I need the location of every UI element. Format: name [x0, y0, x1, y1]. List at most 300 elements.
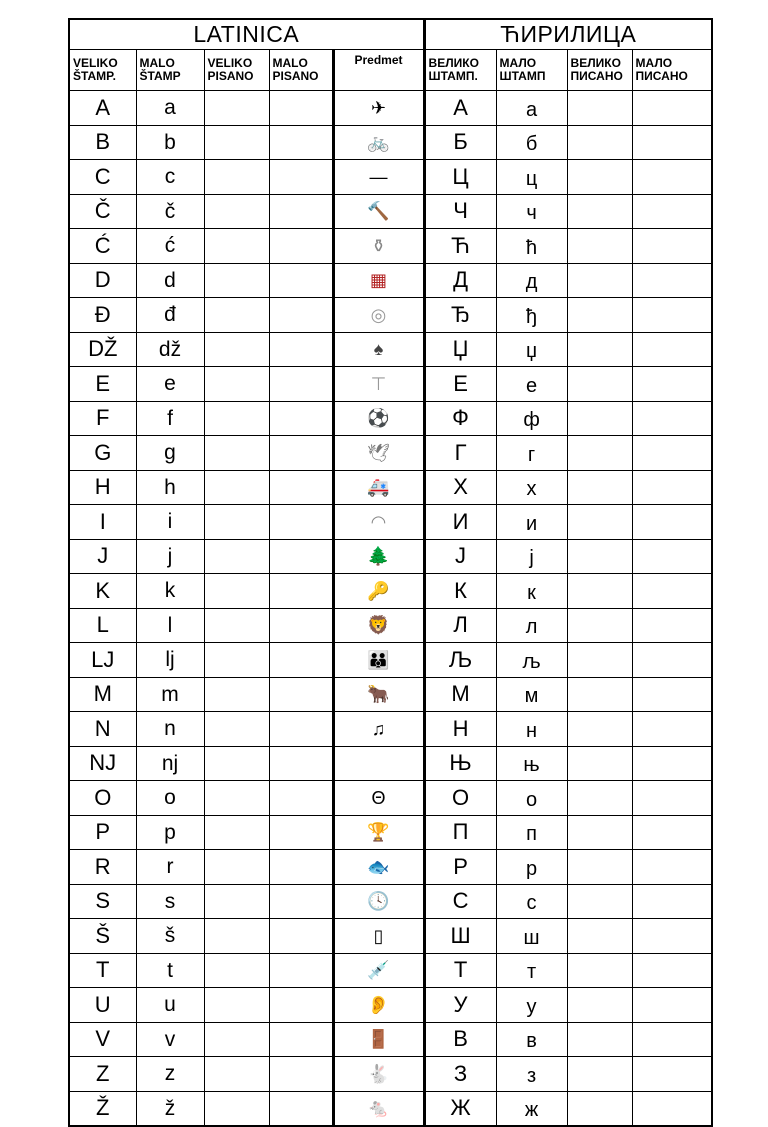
alphabet-row [69, 125, 712, 160]
latin-upper-script-blank [204, 505, 269, 540]
latin-upper-print: F [69, 401, 136, 436]
object-picture [333, 91, 424, 126]
latin-upper-print: Ć [69, 229, 136, 264]
latin-lower-print: k [136, 574, 204, 609]
alphabet-row [69, 194, 712, 229]
latin-upper-script-blank [204, 401, 269, 436]
cyr-upper-print: К [424, 574, 496, 609]
cyr-lower-script-blank [632, 1091, 712, 1126]
alphabet-row [69, 1091, 712, 1126]
cyr-upper-script-blank [567, 194, 632, 229]
latin-lower-print: o [136, 781, 204, 816]
cyr-upper-script-blank [567, 781, 632, 816]
cyr-lower-script-blank [632, 1057, 712, 1092]
latin-lower-script-blank [269, 194, 333, 229]
latin-upper-print: N [69, 712, 136, 747]
latin-upper-print: Z [69, 1057, 136, 1092]
latin-upper-script-blank [204, 160, 269, 195]
cyr-lower-script-blank [632, 850, 712, 885]
latin-lower-print: z [136, 1057, 204, 1092]
igloo-icon: ◠ [370, 511, 387, 532]
object-picture [333, 850, 424, 885]
latin-upper-print: S [69, 884, 136, 919]
latin-lower-print: ž [136, 1091, 204, 1126]
latin-upper-print: L [69, 608, 136, 643]
cyr-upper-print: О [424, 781, 496, 816]
alphabet-row [69, 712, 712, 747]
cyr-upper-print: Ф [424, 401, 496, 436]
cyr-lower-script-blank [632, 677, 712, 712]
cyr-upper-script-blank [567, 815, 632, 850]
latin-upper-script-blank [204, 539, 269, 574]
cyr-upper-script-blank [567, 850, 632, 885]
cyr-lower-script-blank [632, 401, 712, 436]
latin-upper-print: LJ [69, 643, 136, 678]
latin-lower-script-blank [269, 505, 333, 540]
vase-icon: ⚱ [370, 235, 387, 256]
cyr-lower-print: к [496, 574, 567, 609]
cyr-lower-script-blank [632, 229, 712, 264]
latin-upper-print: T [69, 953, 136, 988]
cyr-upper-print: Ђ [424, 298, 496, 333]
cyr-upper-script-blank [567, 919, 632, 954]
object-picture [333, 470, 424, 505]
latin-lower-print: đ [136, 298, 204, 333]
cyr-lower-script-blank [632, 608, 712, 643]
header-object: Predmet [333, 50, 424, 91]
cyr-lower-print: љ [496, 643, 567, 678]
latin-upper-script-blank [204, 574, 269, 609]
alphabet-row [69, 781, 712, 816]
cyr-upper-script-blank [567, 436, 632, 471]
clock-icon: 🕓 [367, 891, 390, 912]
object-picture [333, 298, 424, 333]
cyr-lower-script-blank [632, 470, 712, 505]
bicycle-icon: 🚲 [367, 132, 390, 153]
cyr-lower-print: т [496, 953, 567, 988]
latin-lower-print: l [136, 608, 204, 643]
bull-icon: 🐂 [367, 684, 390, 705]
cyr-upper-script-blank [567, 470, 632, 505]
header-latin-lower-print: MALO ŠTAMP [136, 50, 204, 91]
latin-lower-script-blank [269, 91, 333, 126]
latin-upper-print: I [69, 505, 136, 540]
cyr-upper-print: В [424, 1022, 496, 1057]
object-picture [333, 539, 424, 574]
cyr-lower-print: а [496, 91, 567, 126]
object-picture [333, 1057, 424, 1092]
latin-lower-script-blank [269, 332, 333, 367]
header-latin-upper-script: VELIKO PISANO [204, 50, 269, 91]
cyr-upper-script-blank [567, 367, 632, 402]
latin-upper-script-blank [204, 194, 269, 229]
cyr-upper-script-blank [567, 539, 632, 574]
latin-lower-print: b [136, 125, 204, 160]
latin-lower-script-blank [269, 815, 333, 850]
latin-lower-print: j [136, 539, 204, 574]
latin-lower-script-blank [269, 401, 333, 436]
cyr-lower-print: г [496, 436, 567, 471]
cyr-upper-script-blank [567, 263, 632, 298]
cyr-upper-print: Е [424, 367, 496, 402]
latin-upper-print: G [69, 436, 136, 471]
cyr-upper-print: Т [424, 953, 496, 988]
cyr-lower-script-blank [632, 332, 712, 367]
cyr-upper-print: У [424, 988, 496, 1023]
object-picture [333, 988, 424, 1023]
alphabet-row [69, 746, 712, 781]
latin-upper-print: Š [69, 919, 136, 954]
header-cyr-upper-print: ВЕЛИКО ШТАМП. [424, 50, 496, 91]
cyr-lower-script-blank [632, 298, 712, 333]
latin-lower-script-blank [269, 298, 333, 333]
latin-upper-script-blank [204, 1091, 269, 1126]
cyr-upper-print: Џ [424, 332, 496, 367]
cyr-upper-print: Н [424, 712, 496, 747]
latin-lower-script-blank [269, 677, 333, 712]
cyr-upper-script-blank [567, 1091, 632, 1126]
missing-glyph-icon: ▯ [373, 925, 384, 946]
cyr-upper-print: Ј [424, 539, 496, 574]
cyr-upper-script-blank [567, 643, 632, 678]
people-icon: 👪 [367, 649, 390, 670]
cyr-lower-script-blank [632, 1022, 712, 1057]
mouse-icon: 🐁 [367, 1098, 390, 1119]
latin-upper-script-blank [204, 815, 269, 850]
alphabet-row [69, 919, 712, 954]
latin-upper-script-blank [204, 884, 269, 919]
object-picture [333, 401, 424, 436]
latin-upper-print: DŽ [69, 332, 136, 367]
cyr-lower-script-blank [632, 919, 712, 954]
header-cyr-lower-print: МАЛО ШТАМП [496, 50, 567, 91]
cyr-upper-script-blank [567, 229, 632, 264]
latin-lower-script-blank [269, 919, 333, 954]
cyr-upper-print: П [424, 815, 496, 850]
alphabet-row [69, 574, 712, 609]
ear-icon: 👂 [367, 994, 390, 1015]
alphabet-row [69, 643, 712, 678]
alphabet-row [69, 229, 712, 264]
cyr-upper-print: Д [424, 263, 496, 298]
cyr-upper-print: И [424, 505, 496, 540]
latin-lower-print: r [136, 850, 204, 885]
latin-upper-print: M [69, 677, 136, 712]
object-picture [333, 919, 424, 954]
latin-lower-script-blank [269, 470, 333, 505]
latin-lower-print: m [136, 677, 204, 712]
door-icon: 🚪 [367, 1029, 390, 1050]
latin-upper-print: NJ [69, 746, 136, 781]
alphabet-row [69, 539, 712, 574]
cyr-lower-script-blank [632, 643, 712, 678]
cyr-lower-print: ч [496, 194, 567, 229]
latin-lower-script-blank [269, 229, 333, 264]
object-picture [333, 643, 424, 678]
latin-lower-print: s [136, 884, 204, 919]
latin-upper-print: A [69, 91, 136, 126]
latin-lower-script-blank [269, 263, 333, 298]
cyr-lower-script-blank [632, 781, 712, 816]
cyr-upper-print: Љ [424, 643, 496, 678]
cyr-lower-script-blank [632, 953, 712, 988]
latin-lower-script-blank [269, 1091, 333, 1126]
latin-lower-script-blank [269, 539, 333, 574]
latin-lower-print: u [136, 988, 204, 1023]
cyr-upper-print: Ж [424, 1091, 496, 1126]
cyr-lower-print: в [496, 1022, 567, 1057]
alphabet-row [69, 367, 712, 402]
latin-upper-print: Č [69, 194, 136, 229]
cyr-lower-script-blank [632, 574, 712, 609]
cyr-lower-print: н [496, 712, 567, 747]
latin-upper-script-blank [204, 229, 269, 264]
cyr-upper-script-blank [567, 884, 632, 919]
latin-upper-print: J [69, 539, 136, 574]
cyr-upper-print: Њ [424, 746, 496, 781]
cyr-upper-script-blank [567, 505, 632, 540]
latin-lower-print: d [136, 263, 204, 298]
latin-lower-script-blank [269, 436, 333, 471]
latin-lower-print: f [136, 401, 204, 436]
cyr-lower-print: с [496, 884, 567, 919]
fish-icon: 🐟 [367, 856, 390, 877]
cyr-upper-print: А [424, 91, 496, 126]
object-picture [333, 367, 424, 402]
cyr-lower-print: х [496, 470, 567, 505]
latin-upper-print: H [69, 470, 136, 505]
cyr-upper-script-blank [567, 1022, 632, 1057]
alphabet-row [69, 505, 712, 540]
alphabet-row [69, 677, 712, 712]
ambulance-icon: 🚑 [367, 477, 390, 498]
cyr-lower-script-blank [632, 160, 712, 195]
dash-icon: — [369, 166, 388, 187]
latin-lower-print: dž [136, 332, 204, 367]
object-picture [333, 332, 424, 367]
cyr-lower-script-blank [632, 91, 712, 126]
cyr-lower-script-blank [632, 539, 712, 574]
cyr-upper-print: Р [424, 850, 496, 885]
cyr-lower-print: џ [496, 332, 567, 367]
latin-upper-print: C [69, 160, 136, 195]
header-latin-lower-script: MALO PISANO [269, 50, 333, 91]
sack-icon: ♠ [373, 339, 384, 360]
alphabet-row [69, 1022, 712, 1057]
object-picture [333, 160, 424, 195]
object-picture [333, 953, 424, 988]
alphabet-row [69, 884, 712, 919]
alphabet-table [68, 18, 713, 1127]
funnel-icon: ⊤ [370, 373, 387, 394]
object-picture [333, 436, 424, 471]
alphabet-row [69, 401, 712, 436]
latin-upper-print: U [69, 988, 136, 1023]
cyr-lower-print: ћ [496, 229, 567, 264]
latin-lower-script-blank [269, 781, 333, 816]
cyr-lower-print: д [496, 263, 567, 298]
object-picture [333, 1091, 424, 1126]
cyr-lower-print: з [496, 1057, 567, 1092]
cyr-upper-script-blank [567, 125, 632, 160]
cyr-lower-print: њ [496, 746, 567, 781]
dove-icon: 🕊 [367, 442, 390, 463]
latin-upper-script-blank [204, 125, 269, 160]
cyr-lower-print: ф [496, 401, 567, 436]
latin-upper-script-blank [204, 643, 269, 678]
cyr-upper-script-blank [567, 953, 632, 988]
object-picture [333, 125, 424, 160]
brick-wall-icon: ▦ [370, 270, 388, 291]
airplane-icon: ✈ [370, 97, 387, 118]
cyr-lower-print: ј [496, 539, 567, 574]
latin-upper-script-blank [204, 367, 269, 402]
header-cyr-lower-script: МАЛО ПИСАНО [632, 50, 712, 91]
latin-upper-print: Ž [69, 1091, 136, 1126]
latin-upper-script-blank [204, 850, 269, 885]
latin-lower-script-blank [269, 988, 333, 1023]
cyr-lower-script-blank [632, 505, 712, 540]
latin-lower-print: č [136, 194, 204, 229]
cyr-lower-print: и [496, 505, 567, 540]
cyr-lower-script-blank [632, 746, 712, 781]
header-latin-upper-print: VELIKO ŠTAMP. [69, 50, 136, 91]
cyr-upper-print: З [424, 1057, 496, 1092]
cyr-upper-script-blank [567, 746, 632, 781]
latin-upper-script-blank [204, 608, 269, 643]
alphabet-row [69, 815, 712, 850]
latin-upper-script-blank [204, 1057, 269, 1092]
latin-upper-script-blank [204, 1022, 269, 1057]
latin-lower-script-blank [269, 608, 333, 643]
cyr-upper-script-blank [567, 160, 632, 195]
cyr-upper-script-blank [567, 988, 632, 1023]
alphabet-row [69, 160, 712, 195]
latin-lower-script-blank [269, 160, 333, 195]
object-picture [333, 677, 424, 712]
latin-lower-print: g [136, 436, 204, 471]
object-picture [333, 574, 424, 609]
object-picture [333, 884, 424, 919]
rabbit-icon: 🐇 [367, 1063, 390, 1084]
latin-title: LATINICA [69, 19, 424, 50]
alphabet-row [69, 263, 712, 298]
cyr-upper-script-blank [567, 712, 632, 747]
latin-upper-script-blank [204, 298, 269, 333]
cyr-upper-script-blank [567, 1057, 632, 1092]
latin-lower-script-blank [269, 850, 333, 885]
alphabet-row [69, 298, 712, 333]
cyr-lower-print: л [496, 608, 567, 643]
latin-upper-script-blank [204, 263, 269, 298]
object-picture [333, 194, 424, 229]
latin-upper-script-blank [204, 919, 269, 954]
cyr-upper-print: С [424, 884, 496, 919]
cyr-lower-print: ж [496, 1091, 567, 1126]
latin-upper-print: Đ [69, 298, 136, 333]
plate-icon: ◎ [370, 304, 387, 325]
cyr-lower-script-blank [632, 815, 712, 850]
cyr-lower-script-blank [632, 884, 712, 919]
latin-upper-script-blank [204, 781, 269, 816]
latin-upper-script-blank [204, 470, 269, 505]
alphabet-row [69, 850, 712, 885]
latin-upper-print: D [69, 263, 136, 298]
latin-upper-script-blank [204, 746, 269, 781]
latin-lower-script-blank [269, 953, 333, 988]
latin-lower-print: t [136, 953, 204, 988]
cyr-lower-script-blank [632, 436, 712, 471]
latin-lower-script-blank [269, 574, 333, 609]
object-picture [333, 608, 424, 643]
latin-lower-script-blank [269, 643, 333, 678]
cyr-lower-script-blank [632, 988, 712, 1023]
cyr-lower-print: ц [496, 160, 567, 195]
cyr-upper-script-blank [567, 574, 632, 609]
latin-lower-script-blank [269, 746, 333, 781]
alphabet-row [69, 91, 712, 126]
latin-upper-print: E [69, 367, 136, 402]
cyr-upper-print: М [424, 677, 496, 712]
latin-upper-print: R [69, 850, 136, 885]
cyr-upper-script-blank [567, 677, 632, 712]
cyr-upper-script-blank [567, 401, 632, 436]
latin-upper-print: O [69, 781, 136, 816]
music-note-icon: ♫ [371, 718, 386, 739]
object-picture [333, 781, 424, 816]
cyr-upper-script-blank [567, 91, 632, 126]
cyr-lower-script-blank [632, 125, 712, 160]
cyr-lower-print: ш [496, 919, 567, 954]
cyr-upper-script-blank [567, 332, 632, 367]
cyr-upper-print: Г [424, 436, 496, 471]
alphabet-row [69, 953, 712, 988]
cyr-lower-script-blank [632, 712, 712, 747]
latin-upper-script-blank [204, 436, 269, 471]
latin-lower-script-blank [269, 712, 333, 747]
latin-upper-print: V [69, 1022, 136, 1057]
latin-lower-script-blank [269, 1057, 333, 1092]
object-picture [333, 1022, 424, 1057]
latin-lower-print: a [136, 91, 204, 126]
latin-lower-print: v [136, 1022, 204, 1057]
cyr-lower-print: п [496, 815, 567, 850]
cyr-lower-print: е [496, 367, 567, 402]
alphabet-row [69, 470, 712, 505]
cyr-lower-script-blank [632, 367, 712, 402]
latin-upper-print: B [69, 125, 136, 160]
latin-lower-print: ć [136, 229, 204, 264]
alphabet-row [69, 332, 712, 367]
cyr-upper-print: Б [424, 125, 496, 160]
latin-lower-script-blank [269, 367, 333, 402]
latin-upper-print: P [69, 815, 136, 850]
object-picture [333, 815, 424, 850]
cyr-upper-script-blank [567, 608, 632, 643]
latin-lower-print: c [136, 160, 204, 195]
cyrillic-title: ЋИРИЛИЦА [424, 19, 712, 50]
alphabet-row [69, 436, 712, 471]
latin-lower-print: h [136, 470, 204, 505]
object-picture [333, 746, 424, 781]
cyr-lower-print: ђ [496, 298, 567, 333]
alphabet-worksheet [68, 18, 711, 1122]
latin-lower-print: p [136, 815, 204, 850]
football-player-icon: ⚽ [367, 408, 390, 429]
cyr-upper-print: Ћ [424, 229, 496, 264]
latin-lower-print: i [136, 505, 204, 540]
latin-lower-script-blank [269, 1022, 333, 1057]
